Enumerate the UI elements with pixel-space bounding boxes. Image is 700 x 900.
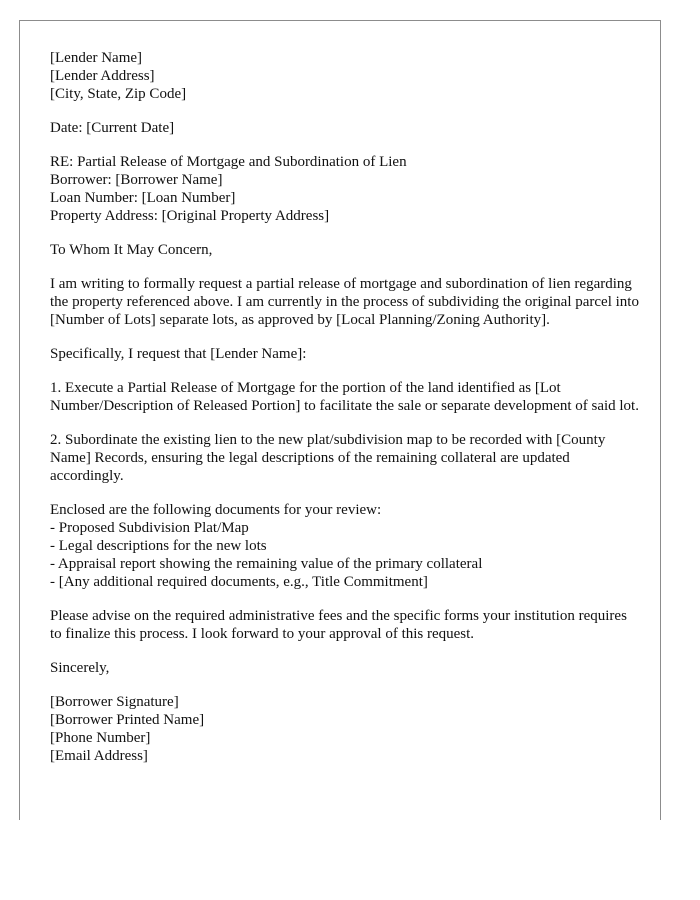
request-lead: Specifically, I request that [Lender Name]: (50, 346, 307, 362)
enclosure-item: - Legal descriptions for the new lots (50, 538, 267, 554)
property-address-line: Property Address: [Original Property Address] (50, 208, 330, 224)
date-block (50, 119, 640, 137)
signature-block (50, 693, 640, 765)
re-line: RE: Partial Release of Mortgage and Subordination of Lien (50, 154, 407, 170)
lender-address: [Lender Address] (50, 68, 155, 84)
enclosure-item: - Proposed Subdivision Plat/Map (50, 520, 249, 536)
request-item-1: 1. Execute a Partial Release of Mortgage for the portion of the land identified as [Lot Number/Description of Released Portion] to facilitate the sale or separate development of said lot. (50, 380, 639, 414)
lender-city-state-zip: [City, State, Zip Code] (50, 86, 187, 102)
borrower-signature: [Borrower Signature] (50, 694, 179, 710)
sign-off: Sincerely, (50, 660, 110, 676)
letter-page (19, 20, 661, 820)
enclosure-item: - [Any additional required documents, e.g., Title Commitment] (50, 574, 428, 590)
date-line: Date: [Current Date] (50, 120, 175, 136)
enclosures-lead: Enclosed are the following documents for your review: (50, 502, 382, 518)
borrower-line: Borrower: [Borrower Name] (50, 172, 223, 188)
lender-name: [Lender Name] (50, 50, 143, 66)
borrower-printed-name: [Borrower Printed Name] (50, 712, 205, 728)
letter-body (50, 49, 640, 765)
enclosure-item: - Appraisal report showing the remaining value of the primary collateral (50, 556, 483, 572)
loan-number-line: Loan Number: [Loan Number] (50, 190, 236, 206)
lender-address-block (50, 49, 640, 103)
closing-paragraph: Please advise on the required administrative fees and the specific forms your institution requires to finalize this process. I look forward to your approval of this request. (50, 608, 627, 642)
phone-number: [Phone Number] (50, 730, 151, 746)
intro-paragraph: I am writing to formally request a partial release of mortgage and subordination of lien regarding the property referenced above. I am currently in the process of subdividing the original parcel into [Number of Lots] separate lots, as approved by [Local Planning/Zoning Authority]. (50, 276, 639, 328)
salutation: To Whom It May Concern, (50, 242, 213, 258)
reference-block (50, 153, 640, 225)
email-address: [Email Address] (50, 748, 148, 764)
request-item-2: 2. Subordinate the existing lien to the new plat/subdivision map to be recorded with [County Name] Records, ensuring the legal descriptions of the remaining collateral are updated accordingly. (50, 432, 606, 484)
enclosures-block (50, 501, 640, 591)
